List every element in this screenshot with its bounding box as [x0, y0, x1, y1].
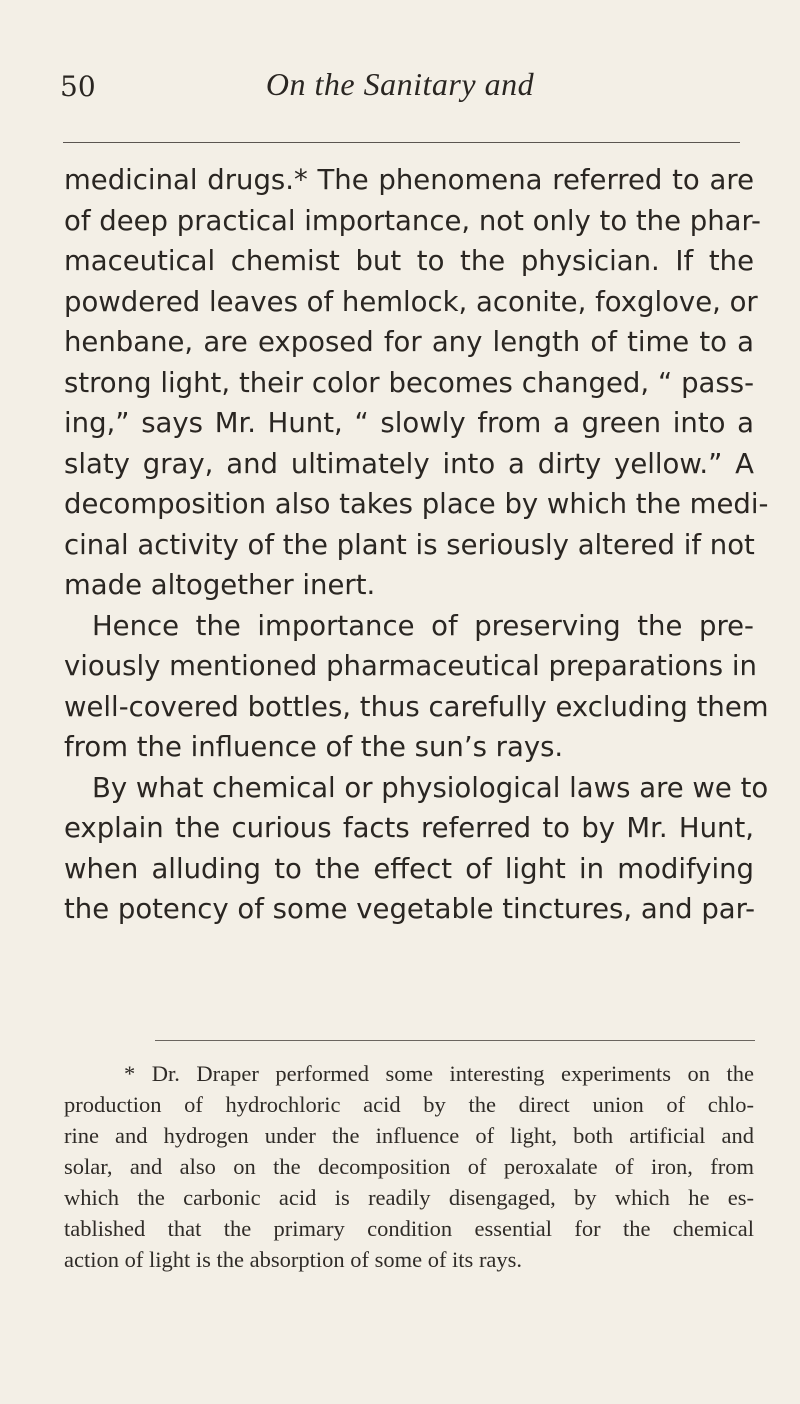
body-line: cinal activity of the plant is seriously altered if not — [64, 528, 755, 561]
body-line: By what chemical or physiological laws are we to — [92, 771, 769, 804]
footnote-line: which the carbonic acid is readily disengaged, by which he es- — [64, 1185, 754, 1210]
body-line: the potency of some vegetable tinctures, and par- — [64, 893, 756, 925]
body-line: Hence the importance of preserving the pre- — [92, 609, 754, 642]
body-line: powdered leaves of hemlock, aconite, foxglove, or — [64, 285, 758, 318]
footnote-rule — [155, 1040, 755, 1041]
body-line: medicinal drugs.* The phenomena referred to are — [64, 164, 754, 196]
body-line: explain the curious facts referred to by Mr. Hunt, — [64, 812, 754, 844]
running-head: On the Sanitary and — [265, 66, 535, 102]
header-rule — [63, 142, 740, 143]
body-line: viously mentioned pharmaceutical preparations in — [64, 650, 757, 682]
body-text — [64, 160, 769, 930]
body-line: henbane, are exposed for any length of time to a — [64, 326, 754, 358]
body-line: when alluding to the effect of light in modifying — [64, 852, 754, 885]
body-line: made altogether inert. — [64, 569, 376, 601]
body-line: of deep practical importance, not only to the phar- — [64, 204, 761, 237]
footnote-line: tablished that the primary condition essential for the chemical — [64, 1216, 754, 1241]
body-line: maceutical chemist but to the physician. If the — [64, 245, 754, 277]
footnote — [64, 1058, 754, 1275]
body-line: decomposition also takes place by which the medi- — [64, 488, 769, 520]
body-line: strong light, their color becomes changed, “ pass- — [64, 366, 754, 399]
body-line: ing,” says Mr. Hunt, “ slowly from a green into a — [64, 407, 754, 439]
body-line: from the influence of the sun’s rays. — [64, 731, 564, 763]
body-line: slaty gray, and ultimately into a dirty yellow.” A — [64, 447, 754, 480]
footnote-line: * Dr. Draper performed some interesting experiments on the — [124, 1061, 754, 1086]
footnote-line: action of light is the absorption of some of its rays. — [64, 1247, 523, 1272]
footnote-line: rine and hydrogen under the influence of light, both artificial and — [64, 1123, 754, 1148]
footnote-line: production of hydrochloric acid by the direct union of chlo- — [64, 1092, 754, 1117]
page-number: 50 — [60, 70, 96, 103]
body-line: well-covered bottles, thus carefully excluding them — [64, 690, 769, 723]
footnote-line: solar, and also on the decomposition of peroxalate of iron, from — [64, 1154, 754, 1179]
